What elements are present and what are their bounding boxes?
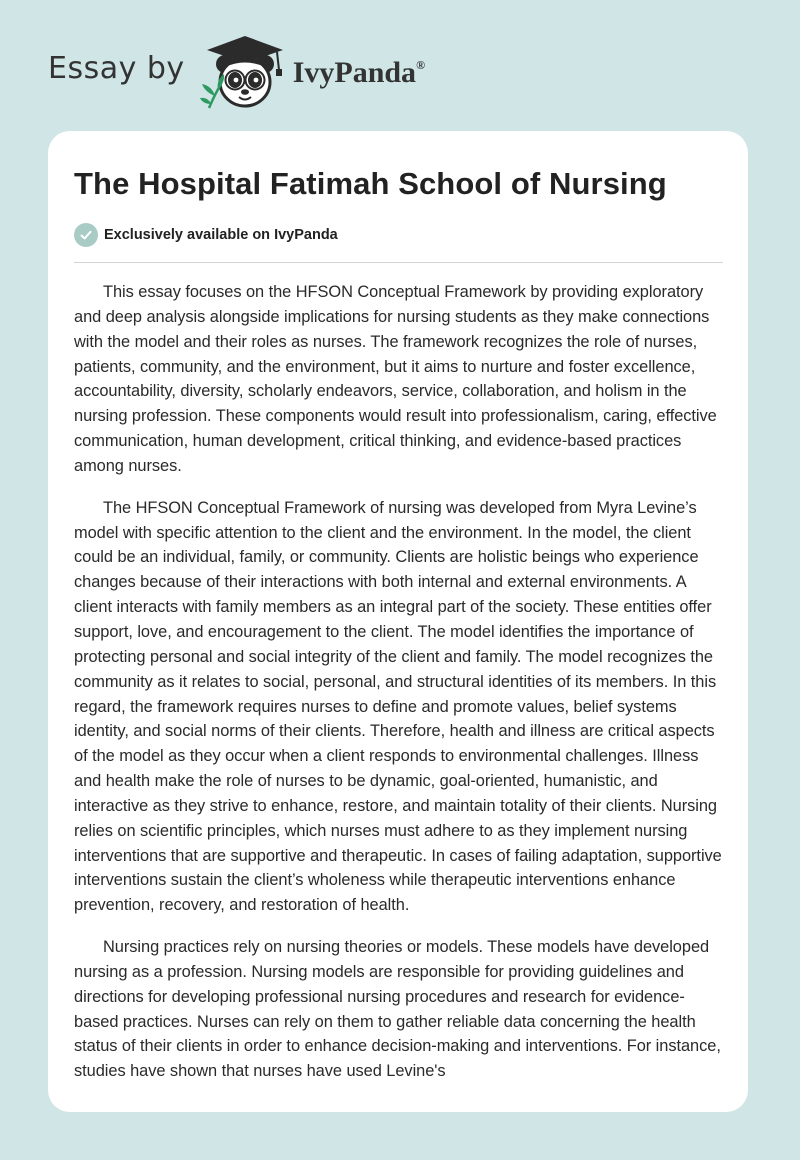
essay-card	[48, 131, 748, 1112]
paragraph: The HFSON Conceptual Framework of nursing was developed from Myra Levine’s model with specific attention to the client and the environment. In the model, the client could be an individual, family, or community. Clients are holistic beings who experience changes because of their interactions with both internal and external environments. A client interacts with family members as an integral part of the society. These entities offer support, love, and encouragement to the client. The model identifies the importance of protecting personal and social integrity of the client and family. The model recognizes the community as it relates to social, personal, and structural identities of its members. In this regard, the framework requires nurses to define and promote values, belief systems identity, and social norms of their clients. Therefore, health and illness are critical aspects of the model as they occur when a client responds to environmental challenges. Illness and health make the role of nurses to be dynamic, goal-oriented, humanistic, and interactive as they strive to enhance, restore, and maintain totality of their clients. Nursing relies on scientific principles, which nurses must adhere to as they implement nursing interventions that are supportive and therapeutic. In cases of failing adaptation, supportive interventions sustain the client’s wholeness while therapeutic interventions enhance prevention, recovery, and restoration of health.	[74, 498, 722, 915]
registered-mark: ®	[416, 58, 426, 72]
paragraph: This essay focuses on the HFSON Conceptual Framework by providing exploratory and deep analysis alongside implications for nursing students as they make connections with the model and their roles as nurses. The framework recognizes the role of nurses, patients, community, and the environment, but it aims to nurture and foster excellence, accountability, diversity, scholarly endeavors, service, collaboration, and holism in the nursing profession. These components would result into professionalism, caring, effective communication, human development, critical thinking, and evidence-based practices among nurses.	[74, 283, 717, 475]
paragraph: Nursing practices rely on nursing theories or models. These models have developed nursing as a profession. Nursing models are responsible for providing guidelines and directions for developing professional nursing procedures and research for evidence-based practices. Nurses can rely on them to gather reliable data concerning the health status of their clients in order to enhance decision-making and interventions. For instance, studies have shown that nurses have used Levine's	[74, 938, 721, 1081]
essay-body	[74, 280, 725, 1101]
ivypanda-logo-icon[interactable]	[199, 34, 291, 110]
exclusive-label: Exclusively available on IvyPanda	[104, 227, 338, 243]
site-header	[48, 34, 425, 110]
brand-name-text: IvyPanda	[292, 56, 417, 89]
divider	[74, 262, 723, 263]
exclusive-badge	[74, 223, 338, 247]
brand-name[interactable]	[293, 56, 425, 90]
essay-title: The Hospital Fatimah School of Nursing	[74, 166, 667, 201]
check-icon	[74, 223, 98, 247]
brand-prefix: Essay by	[48, 50, 185, 86]
